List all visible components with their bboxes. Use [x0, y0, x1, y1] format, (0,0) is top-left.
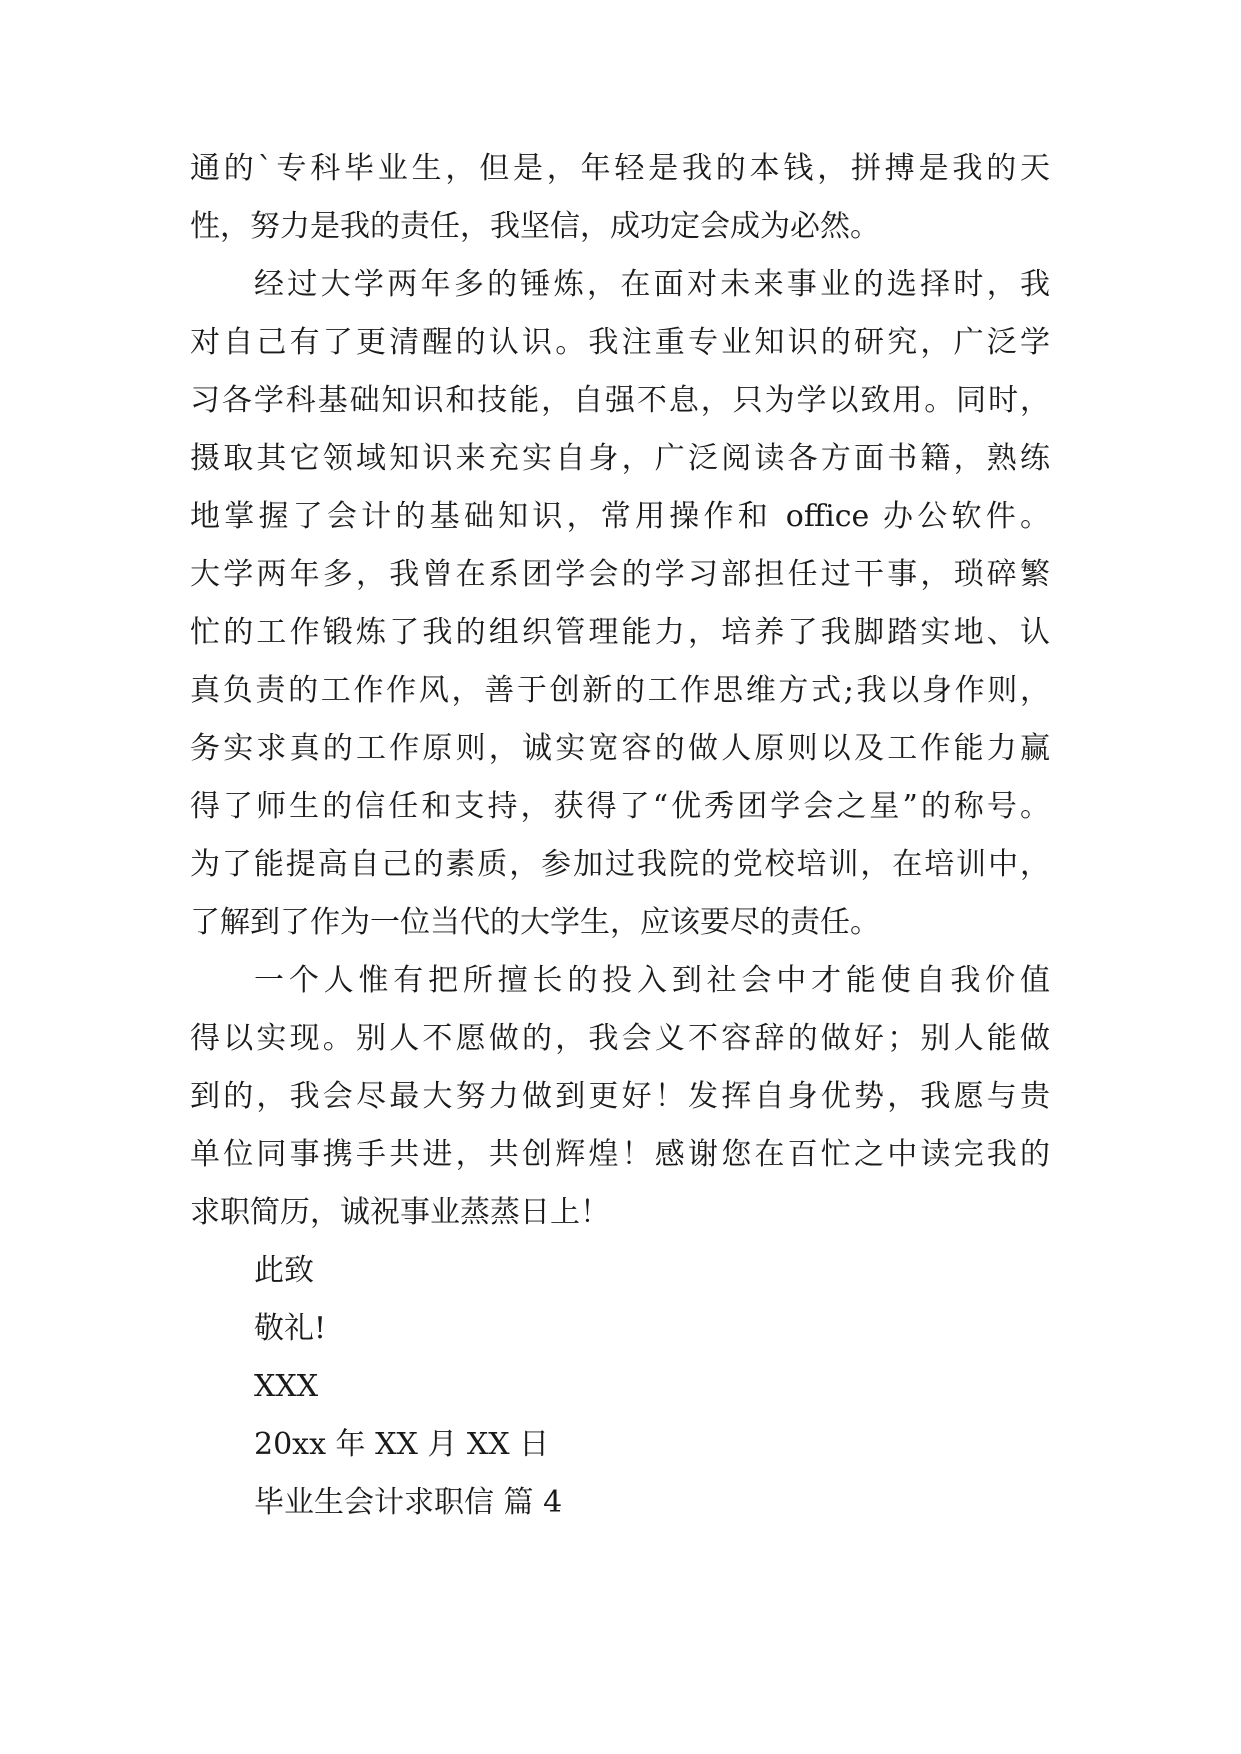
- text-line: 一个人惟有把所擅长的投入到社会中才能使自我价值: [254, 963, 1050, 998]
- paragraph-closing: [190, 952, 1050, 1242]
- text-line: 为了能提高自己的素质，参加过我院的党校培训，在培训中，: [190, 847, 1050, 882]
- text-line: 了解到了作为一位当代的大学生，应该要尽的责任。: [190, 905, 880, 940]
- regards: 敬礼!: [254, 1311, 327, 1346]
- text-line: 单位同事携手共进，共创辉煌！感谢您在百忙之中读完我的: [190, 1137, 1050, 1172]
- text-line: 经过大学两年多的锤炼，在面对未来事业的选择时，我: [254, 267, 1050, 302]
- text-line: 习各学科基础知识和技能，自强不息，只为学以致用。同时，: [190, 383, 1050, 418]
- text-line: 真负责的工作作风，善于创新的工作思维方式;我以身作则，: [190, 673, 1050, 708]
- next-section-heading: 毕业生会计求职信 篇 4: [254, 1485, 563, 1520]
- letter-date: 20xx 年 XX 月 XX 日: [254, 1427, 550, 1462]
- text-line: 到的，我会尽最大努力做到更好！发挥自身优势，我愿与贵: [190, 1079, 1050, 1114]
- text-line: 摄取其它领域知识来充实自身，广泛阅读各方面书籍，熟练: [190, 441, 1050, 476]
- text-line: 忙的工作锻炼了我的组织管理能力，培养了我脚踏实地、认: [190, 615, 1050, 650]
- text-line: 对自己有了更清醒的认识。我注重专业知识的研究，广泛学: [190, 325, 1050, 360]
- text-line: 得以实现。别人不愿做的，我会义不容辞的做好；别人能做: [190, 1021, 1050, 1056]
- text-line: 务实求真的工作原则，诚实宽容的做人原则以及工作能力赢: [190, 731, 1050, 766]
- text-line: 大学两年多，我曾在系团学会的学习部担任过干事，琐碎繁: [190, 557, 1050, 592]
- text-line: 性，努力是我的责任，我坚信，成功定会成为必然。: [190, 209, 880, 244]
- paragraph-continued: [190, 140, 1050, 256]
- signature: XXX: [254, 1369, 319, 1404]
- text-line: 求职简历，诚祝事业蒸蒸日上！: [190, 1195, 610, 1230]
- text-line: 地掌握了会计的基础知识，常用操作和 office 办公软件。: [190, 499, 1050, 534]
- text-line: 得了师生的信任和支持，获得了“优秀团学会之星”的称号。: [190, 789, 1050, 824]
- letter-body: [190, 140, 1050, 1532]
- text-line: 通的`专科毕业生，但是，年轻是我的本钱，拼搏是我的天: [190, 151, 1050, 186]
- salutation: 此致: [254, 1253, 314, 1288]
- paragraph-experience: [190, 256, 1050, 952]
